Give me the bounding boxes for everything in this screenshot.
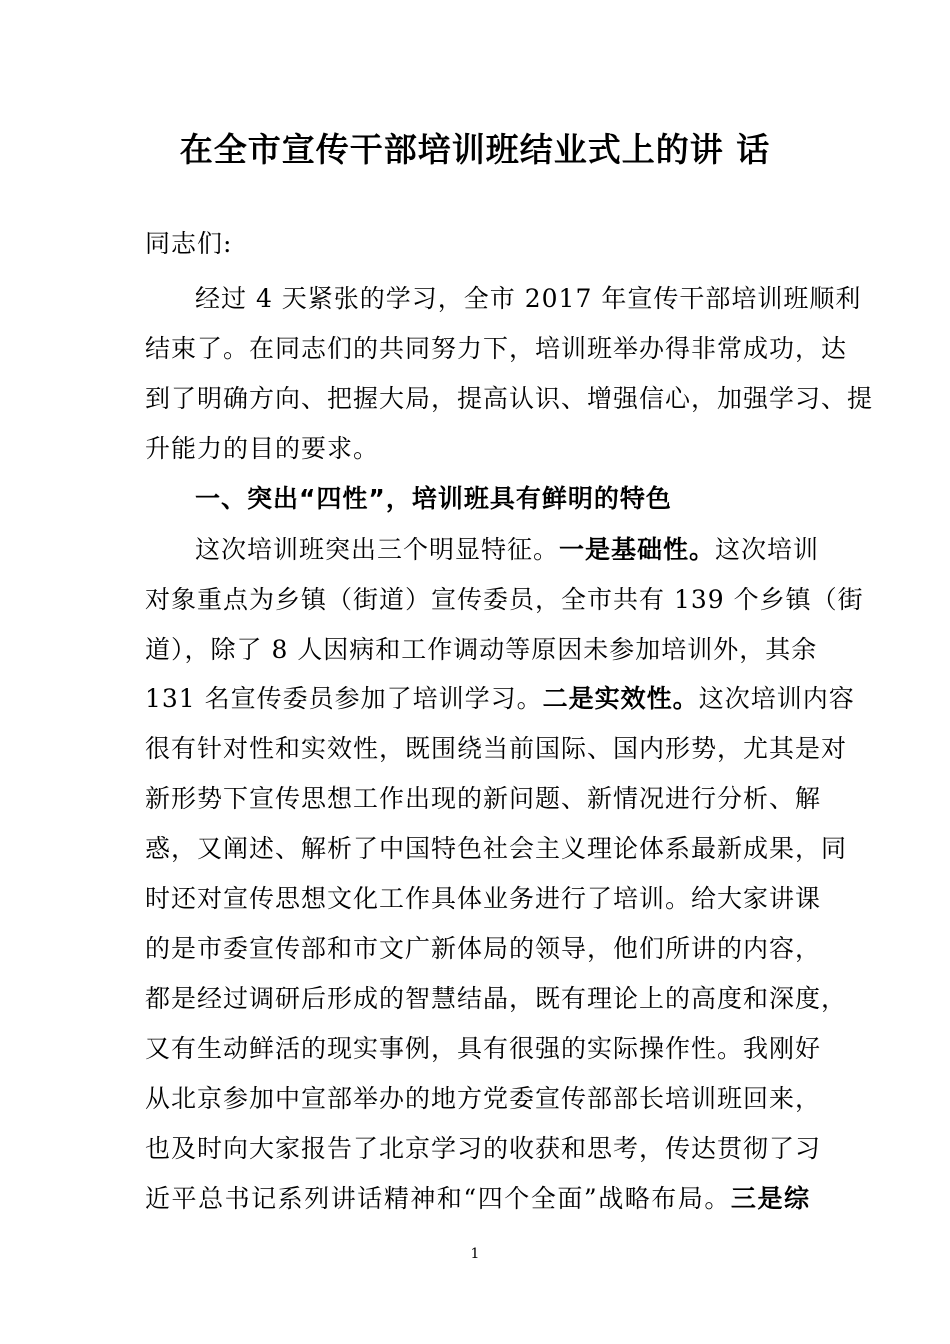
page-number: 1 (470, 1246, 480, 1262)
emphasis-basic: 一是基础性。 (559, 535, 716, 564)
paragraph-2-line-11: 又有生动鲜活的现实事例，具有很强的实际操作性。我刚好 (145, 1034, 822, 1063)
paragraph-2-line-7: 惑，又阐述、解析了中国特色社会主义理论体系最新成果，同 (145, 834, 848, 863)
paragraph-1-line-2: 结束了。在同志们的共同努力下，培训班举办得非常成功，达 (145, 334, 848, 363)
paragraph-2-line-4 (145, 684, 855, 714)
paragraph-2-line-13: 也及时向大家报告了北京学习的收获和思考，传达贯彻了习 (145, 1134, 822, 1163)
paragraph-2-line-12: 从北京参加中宣部举办的地方党委宣传部部长培训班回来， (145, 1084, 822, 1113)
paragraph-2-line-14 (145, 1184, 810, 1214)
paragraph-2-line-9: 的是市委宣传部和市文广新体局的领导，他们所讲的内容， (145, 934, 822, 963)
text-run: 近平总书记系列讲话精神和“四个全面”战略布局。 (145, 1184, 731, 1213)
paragraph-1-line-4: 升能力的目的要求。 (145, 434, 380, 463)
text-run: 这次培训 (715, 535, 820, 564)
emphasis-comprehensive: 三是综 (730, 1184, 810, 1213)
paragraph-1-line-1: 经过 4 天紧张的学习，全市 2017 年宣传干部培训班顺利 (195, 284, 862, 313)
paragraph-2-line-3: 道），除了 8 人因病和工作调动等原因未参加培训外，其余 (145, 635, 818, 664)
paragraph-2-line-6: 新形势下宣传思想工作出现的新问题、新情况进行分析、解 (145, 784, 822, 813)
emphasis-effectiveness: 二是实效性。 (542, 684, 699, 713)
paragraph-2-line-1 (195, 535, 820, 565)
document-title: 在全市宣传干部培训班结业式上的讲 话 (179, 130, 771, 169)
paragraph-1-line-3: 到了明确方向、把握大局，提高认识、增强信心，加强学习、提 (145, 384, 874, 413)
text-run: 这次培训内容 (698, 684, 855, 713)
paragraph-2-line-5: 很有针对性和实效性，既围绕当前国际、国内形势，尤其是对 (145, 734, 848, 763)
text-run: 这次培训班突出三个明显特征。 (195, 535, 560, 564)
paragraph-2-line-8: 时还对宣传思想文化工作具体业务进行了培训。给大家讲课 (145, 884, 822, 913)
text-run: 131 名宣传委员参加了培训学习。 (145, 684, 543, 713)
salutation: 同志们: (145, 229, 233, 258)
paragraph-2-line-2: 对象重点为乡镇（街道）宣传委员，全市共有 139 个乡镇（街 (145, 585, 864, 614)
paragraph-2-line-10: 都是经过调研后形成的智慧结晶，既有理论上的高度和深度， (145, 984, 848, 1013)
section-heading-1: 一、突出“四性”，培训班具有鲜明的特色 (195, 484, 672, 513)
